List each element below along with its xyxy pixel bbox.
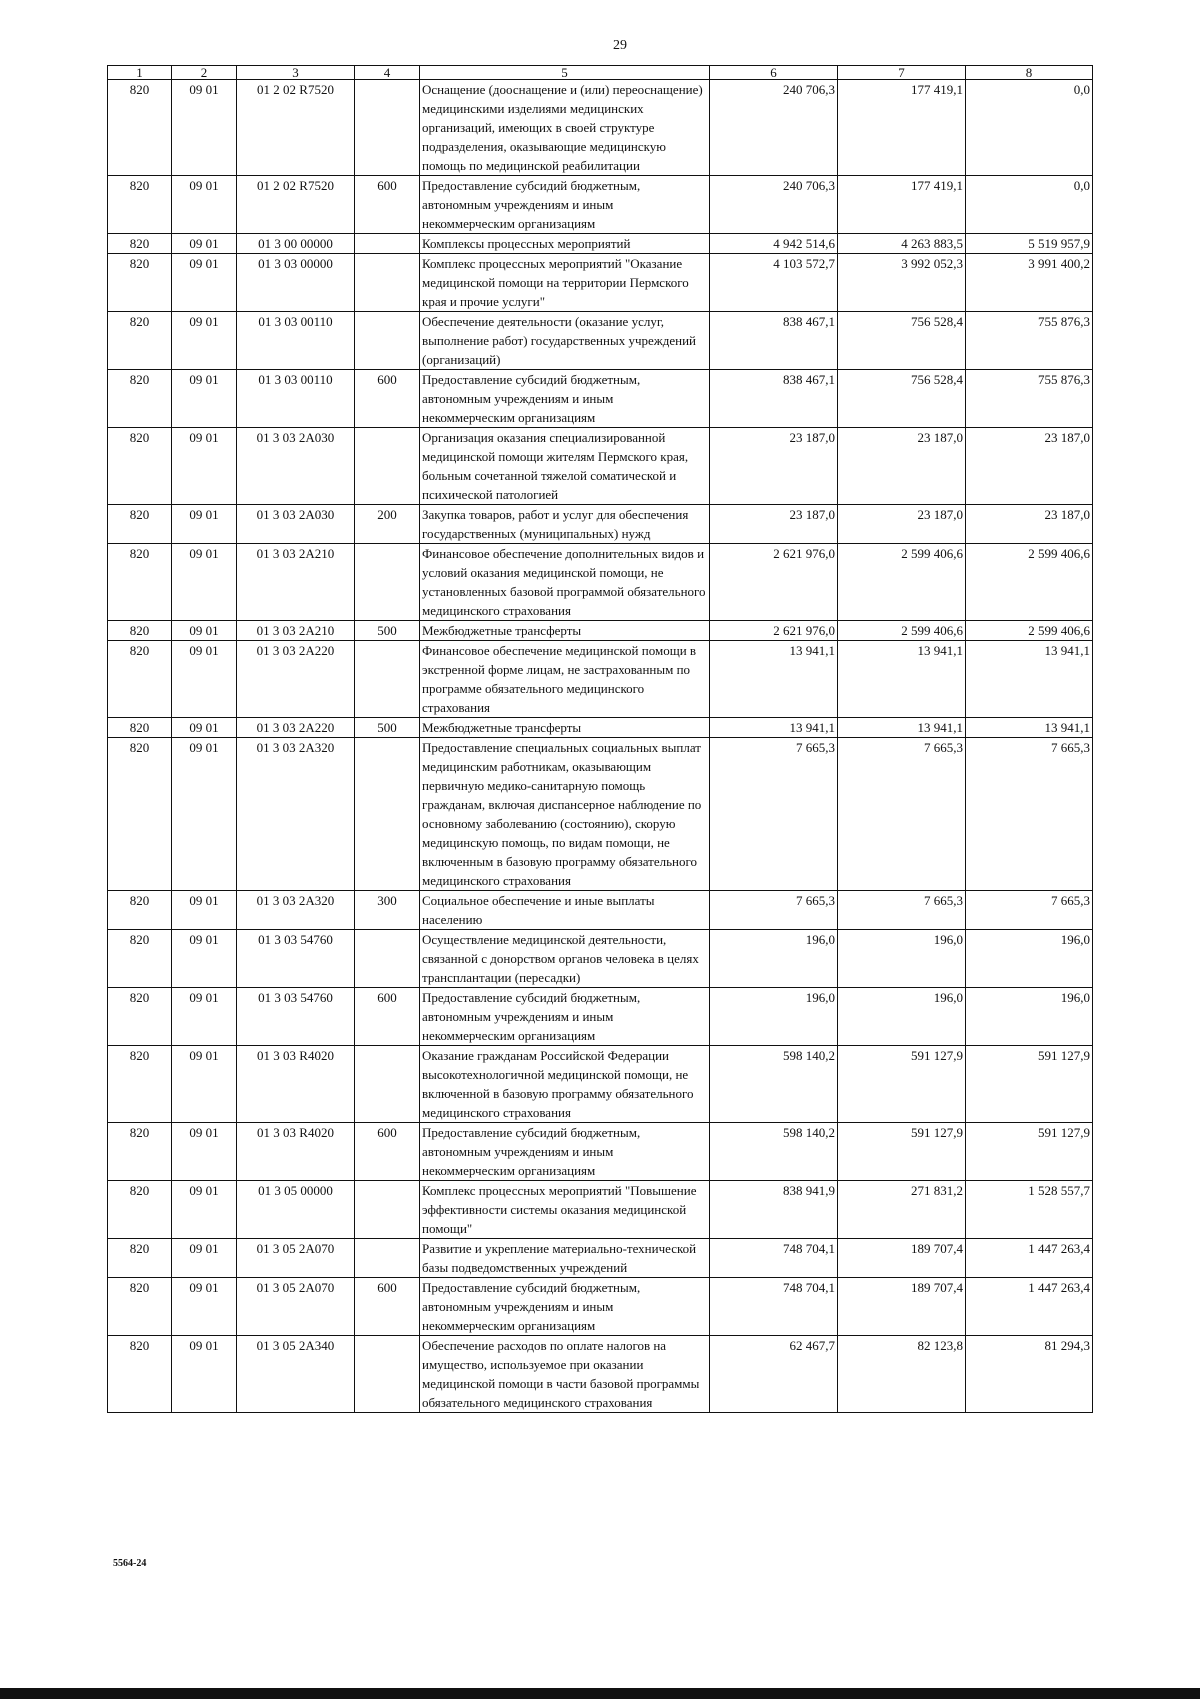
col-amount-year-2: 189 707,4 [838, 1239, 966, 1278]
col-amount-year-3: 81 294,3 [966, 1336, 1093, 1413]
col-section-code: 09 01 [172, 1336, 237, 1413]
col-chapter-code: 820 [108, 544, 172, 621]
col-amount-year-2: 271 831,2 [838, 1181, 966, 1239]
col-expense-type [355, 930, 420, 988]
col-expense-type [355, 738, 420, 891]
col-amount-year-2: 7 665,3 [838, 738, 966, 891]
col-description: Организация оказания специализированной медицинской помощи жителям Пермского края, больным сочетанной тяжелой соматической и психической патологией [420, 428, 710, 505]
col-amount-year-1: 7 665,3 [710, 891, 838, 930]
col-amount-year-1: 2 621 976,0 [710, 621, 838, 641]
col-description: Комплексы процессных мероприятий [420, 234, 710, 254]
col-amount-year-3: 196,0 [966, 930, 1093, 988]
col-expense-type [355, 312, 420, 370]
col-amount-year-1: 748 704,1 [710, 1239, 838, 1278]
col-chapter-code: 820 [108, 370, 172, 428]
header-col-3: 3 [237, 66, 355, 80]
col-target-article: 01 3 03 2А030 [237, 505, 355, 544]
header-col-2: 2 [172, 66, 237, 80]
col-amount-year-2: 23 187,0 [838, 428, 966, 505]
col-target-article: 01 3 03 2А320 [237, 738, 355, 891]
col-section-code: 09 01 [172, 234, 237, 254]
col-section-code: 09 01 [172, 930, 237, 988]
col-expense-type [355, 1181, 420, 1239]
col-chapter-code: 820 [108, 738, 172, 891]
col-description: Оснащение (дооснащение и (или) переоснащение) медицинскими изделиями медицинских организаций, имеющих в своей структуре подразделения, оказывающие медицинскую помощь по медицинской реабилитации [420, 80, 710, 176]
table-row [108, 641, 1093, 718]
col-chapter-code: 820 [108, 428, 172, 505]
col-target-article: 01 3 03 2А210 [237, 544, 355, 621]
col-chapter-code: 820 [108, 1181, 172, 1239]
col-description: Предоставление субсидий бюджетным, автономным учреждениям и иным некоммерческим организациям [420, 1278, 710, 1336]
col-amount-year-1: 23 187,0 [710, 428, 838, 505]
col-expense-type [355, 254, 420, 312]
col-section-code: 09 01 [172, 505, 237, 544]
table-row [108, 1181, 1093, 1239]
col-expense-type: 500 [355, 718, 420, 738]
col-target-article: 01 3 05 00000 [237, 1181, 355, 1239]
table-row [108, 930, 1093, 988]
col-expense-type [355, 641, 420, 718]
col-target-article: 01 3 00 00000 [237, 234, 355, 254]
col-amount-year-2: 7 665,3 [838, 891, 966, 930]
col-amount-year-2: 177 419,1 [838, 176, 966, 234]
col-amount-year-2: 13 941,1 [838, 718, 966, 738]
col-amount-year-3: 1 447 263,4 [966, 1239, 1093, 1278]
col-target-article: 01 2 02 R7520 [237, 176, 355, 234]
col-amount-year-2: 177 419,1 [838, 80, 966, 176]
header-col-4: 4 [355, 66, 420, 80]
col-section-code: 09 01 [172, 1046, 237, 1123]
col-description: Предоставление специальных социальных выплат медицинским работникам, оказывающим первичную медико-санитарную помощь гражданам, включая диспансерное наблюдение по основному заболеванию (состоянию), скорую медицинскую помощь, по видам помощи, не включенным в базовую программу обязательного медицинского страхования [420, 738, 710, 891]
col-section-code: 09 01 [172, 544, 237, 621]
col-amount-year-3: 7 665,3 [966, 891, 1093, 930]
col-amount-year-2: 23 187,0 [838, 505, 966, 544]
col-expense-type [355, 80, 420, 176]
col-expense-type [355, 234, 420, 254]
col-chapter-code: 820 [108, 312, 172, 370]
col-amount-year-1: 62 467,7 [710, 1336, 838, 1413]
col-amount-year-3: 5 519 957,9 [966, 234, 1093, 254]
table-row [108, 254, 1093, 312]
col-section-code: 09 01 [172, 1239, 237, 1278]
col-description: Межбюджетные трансферты [420, 718, 710, 738]
header-col-7: 7 [838, 66, 966, 80]
col-section-code: 09 01 [172, 312, 237, 370]
table-row [108, 176, 1093, 234]
col-expense-type: 300 [355, 891, 420, 930]
budget-table [107, 65, 1093, 1413]
col-target-article: 01 3 03 00110 [237, 370, 355, 428]
col-amount-year-2: 189 707,4 [838, 1278, 966, 1336]
col-target-article: 01 3 03 2А220 [237, 718, 355, 738]
col-amount-year-1: 13 941,1 [710, 641, 838, 718]
col-amount-year-1: 7 665,3 [710, 738, 838, 891]
col-target-article: 01 3 05 2А340 [237, 1336, 355, 1413]
col-description: Закупка товаров, работ и услуг для обеспечения государственных (муниципальных) нужд [420, 505, 710, 544]
table-row [108, 1046, 1093, 1123]
col-expense-type: 600 [355, 176, 420, 234]
col-chapter-code: 820 [108, 234, 172, 254]
col-amount-year-3: 0,0 [966, 80, 1093, 176]
col-amount-year-2: 4 263 883,5 [838, 234, 966, 254]
table-row [108, 80, 1093, 176]
col-amount-year-1: 598 140,2 [710, 1046, 838, 1123]
col-description: Оказание гражданам Российской Федерации высокотехнологичной медицинской помощи, не включенной в базовую программу обязательного медицинского страхования [420, 1046, 710, 1123]
col-amount-year-1: 748 704,1 [710, 1278, 838, 1336]
col-description: Предоставление субсидий бюджетным, автономным учреждениям и иным некоммерческим организациям [420, 1123, 710, 1181]
col-amount-year-2: 756 528,4 [838, 370, 966, 428]
col-description: Предоставление субсидий бюджетным, автономным учреждениям и иным некоммерческим организациям [420, 176, 710, 234]
col-amount-year-1: 838 941,9 [710, 1181, 838, 1239]
col-section-code: 09 01 [172, 641, 237, 718]
col-section-code: 09 01 [172, 738, 237, 891]
table-row [108, 1123, 1093, 1181]
col-expense-type: 600 [355, 1123, 420, 1181]
col-amount-year-1: 13 941,1 [710, 718, 838, 738]
col-chapter-code: 820 [108, 1278, 172, 1336]
col-section-code: 09 01 [172, 891, 237, 930]
col-amount-year-3: 7 665,3 [966, 738, 1093, 891]
col-chapter-code: 820 [108, 1123, 172, 1181]
col-expense-type [355, 1239, 420, 1278]
col-amount-year-3: 755 876,3 [966, 370, 1093, 428]
col-chapter-code: 820 [108, 80, 172, 176]
col-amount-year-3: 196,0 [966, 988, 1093, 1046]
col-amount-year-2: 2 599 406,6 [838, 621, 966, 641]
header-col-6: 6 [710, 66, 838, 80]
col-target-article: 01 3 03 00110 [237, 312, 355, 370]
col-amount-year-3: 13 941,1 [966, 718, 1093, 738]
col-description: Обеспечение расходов по оплате налогов на имущество, используемое при оказании медицинской помощи в части базовой программы обязательного медицинского страхования [420, 1336, 710, 1413]
col-expense-type [355, 428, 420, 505]
col-amount-year-2: 196,0 [838, 930, 966, 988]
col-description: Комплекс процессных мероприятий "Повышение эффективности системы оказания медицинской помощи" [420, 1181, 710, 1239]
col-target-article: 01 3 03 00000 [237, 254, 355, 312]
col-amount-year-1: 240 706,3 [710, 176, 838, 234]
col-expense-type [355, 1336, 420, 1413]
col-expense-type: 500 [355, 621, 420, 641]
col-amount-year-3: 755 876,3 [966, 312, 1093, 370]
col-chapter-code: 820 [108, 254, 172, 312]
col-expense-type: 600 [355, 988, 420, 1046]
table-row [108, 718, 1093, 738]
table-row [108, 988, 1093, 1046]
col-amount-year-3: 23 187,0 [966, 505, 1093, 544]
col-amount-year-3: 591 127,9 [966, 1046, 1093, 1123]
col-amount-year-3: 591 127,9 [966, 1123, 1093, 1181]
table-row [108, 234, 1093, 254]
col-amount-year-2: 591 127,9 [838, 1123, 966, 1181]
col-description: Комплекс процессных мероприятий "Оказание медицинской помощи на территории Пермского края и прочие услуги" [420, 254, 710, 312]
col-amount-year-3: 2 599 406,6 [966, 544, 1093, 621]
col-chapter-code: 820 [108, 1239, 172, 1278]
table-row [108, 544, 1093, 621]
col-target-article: 01 3 03 2А030 [237, 428, 355, 505]
col-amount-year-1: 838 467,1 [710, 370, 838, 428]
col-target-article: 01 3 03 54760 [237, 988, 355, 1046]
footer-code: 5564-24 [113, 1558, 147, 1569]
col-section-code: 09 01 [172, 254, 237, 312]
col-amount-year-1: 2 621 976,0 [710, 544, 838, 621]
col-chapter-code: 820 [108, 930, 172, 988]
col-amount-year-1: 240 706,3 [710, 80, 838, 176]
col-amount-year-3: 1 447 263,4 [966, 1278, 1093, 1336]
col-amount-year-2: 756 528,4 [838, 312, 966, 370]
table-row [108, 428, 1093, 505]
col-chapter-code: 820 [108, 1046, 172, 1123]
col-amount-year-3: 2 599 406,6 [966, 621, 1093, 641]
col-amount-year-1: 838 467,1 [710, 312, 838, 370]
col-chapter-code: 820 [108, 988, 172, 1046]
table-row [108, 505, 1093, 544]
scan-edge-bar [0, 1688, 1200, 1699]
col-amount-year-1: 4 103 572,7 [710, 254, 838, 312]
col-section-code: 09 01 [172, 718, 237, 738]
col-expense-type [355, 544, 420, 621]
col-description: Социальное обеспечение и иные выплаты населению [420, 891, 710, 930]
header-col-5: 5 [420, 66, 710, 80]
col-amount-year-1: 598 140,2 [710, 1123, 838, 1181]
col-description: Предоставление субсидий бюджетным, автономным учреждениям и иным некоммерческим организациям [420, 988, 710, 1046]
col-description: Осуществление медицинской деятельности, связанной с донорством органов человека в целях трансплантации (пересадки) [420, 930, 710, 988]
col-section-code: 09 01 [172, 428, 237, 505]
col-section-code: 09 01 [172, 1278, 237, 1336]
col-description: Финансовое обеспечение медицинской помощи в экстренной форме лицам, не застрахованным по программе обязательного медицинского страхования [420, 641, 710, 718]
col-target-article: 01 3 03 R4020 [237, 1046, 355, 1123]
col-chapter-code: 820 [108, 176, 172, 234]
col-section-code: 09 01 [172, 370, 237, 428]
col-chapter-code: 820 [108, 641, 172, 718]
col-section-code: 09 01 [172, 621, 237, 641]
header-col-8: 8 [966, 66, 1093, 80]
table-row [108, 1239, 1093, 1278]
col-section-code: 09 01 [172, 988, 237, 1046]
col-section-code: 09 01 [172, 176, 237, 234]
col-chapter-code: 820 [108, 1336, 172, 1413]
table-row [108, 738, 1093, 891]
col-target-article: 01 3 05 2А070 [237, 1239, 355, 1278]
header-col-1: 1 [108, 66, 172, 80]
col-expense-type: 600 [355, 370, 420, 428]
col-amount-year-1: 4 942 514,6 [710, 234, 838, 254]
col-target-article: 01 3 03 2А220 [237, 641, 355, 718]
col-amount-year-3: 1 528 557,7 [966, 1181, 1093, 1239]
col-chapter-code: 820 [108, 505, 172, 544]
col-target-article: 01 3 03 2А210 [237, 621, 355, 641]
col-description: Финансовое обеспечение дополнительных видов и условий оказания медицинской помощи, не установленных базовой программой обязательного медицинского страхования [420, 544, 710, 621]
page-number: 29 [613, 38, 627, 53]
table-body [108, 80, 1093, 1413]
table-row [108, 1278, 1093, 1336]
col-chapter-code: 820 [108, 891, 172, 930]
col-section-code: 09 01 [172, 1181, 237, 1239]
col-amount-year-2: 3 992 052,3 [838, 254, 966, 312]
header-row [108, 66, 1093, 80]
col-amount-year-2: 82 123,8 [838, 1336, 966, 1413]
col-chapter-code: 820 [108, 621, 172, 641]
col-target-article: 01 3 03 2А320 [237, 891, 355, 930]
col-amount-year-2: 13 941,1 [838, 641, 966, 718]
col-amount-year-1: 196,0 [710, 930, 838, 988]
col-target-article: 01 2 02 R7520 [237, 80, 355, 176]
col-target-article: 01 3 03 54760 [237, 930, 355, 988]
col-amount-year-1: 196,0 [710, 988, 838, 1046]
col-section-code: 09 01 [172, 1123, 237, 1181]
col-target-article: 01 3 03 R4020 [237, 1123, 355, 1181]
col-amount-year-2: 196,0 [838, 988, 966, 1046]
col-expense-type [355, 1046, 420, 1123]
col-description: Обеспечение деятельности (оказание услуг, выполнение работ) государственных учреждений (организаций) [420, 312, 710, 370]
col-description: Межбюджетные трансферты [420, 621, 710, 641]
table-row [108, 621, 1093, 641]
col-amount-year-3: 3 991 400,2 [966, 254, 1093, 312]
col-amount-year-3: 13 941,1 [966, 641, 1093, 718]
col-description: Развитие и укрепление материально-технической базы подведомственных учреждений [420, 1239, 710, 1278]
table-row [108, 891, 1093, 930]
col-amount-year-1: 23 187,0 [710, 505, 838, 544]
col-amount-year-3: 0,0 [966, 176, 1093, 234]
col-target-article: 01 3 05 2А070 [237, 1278, 355, 1336]
table-row [108, 370, 1093, 428]
col-chapter-code: 820 [108, 718, 172, 738]
col-description: Предоставление субсидий бюджетным, автономным учреждениям и иным некоммерческим организациям [420, 370, 710, 428]
table-row [108, 312, 1093, 370]
table-row [108, 1336, 1093, 1413]
col-expense-type: 200 [355, 505, 420, 544]
col-amount-year-2: 591 127,9 [838, 1046, 966, 1123]
col-amount-year-2: 2 599 406,6 [838, 544, 966, 621]
col-amount-year-3: 23 187,0 [966, 428, 1093, 505]
col-expense-type: 600 [355, 1278, 420, 1336]
col-section-code: 09 01 [172, 80, 237, 176]
